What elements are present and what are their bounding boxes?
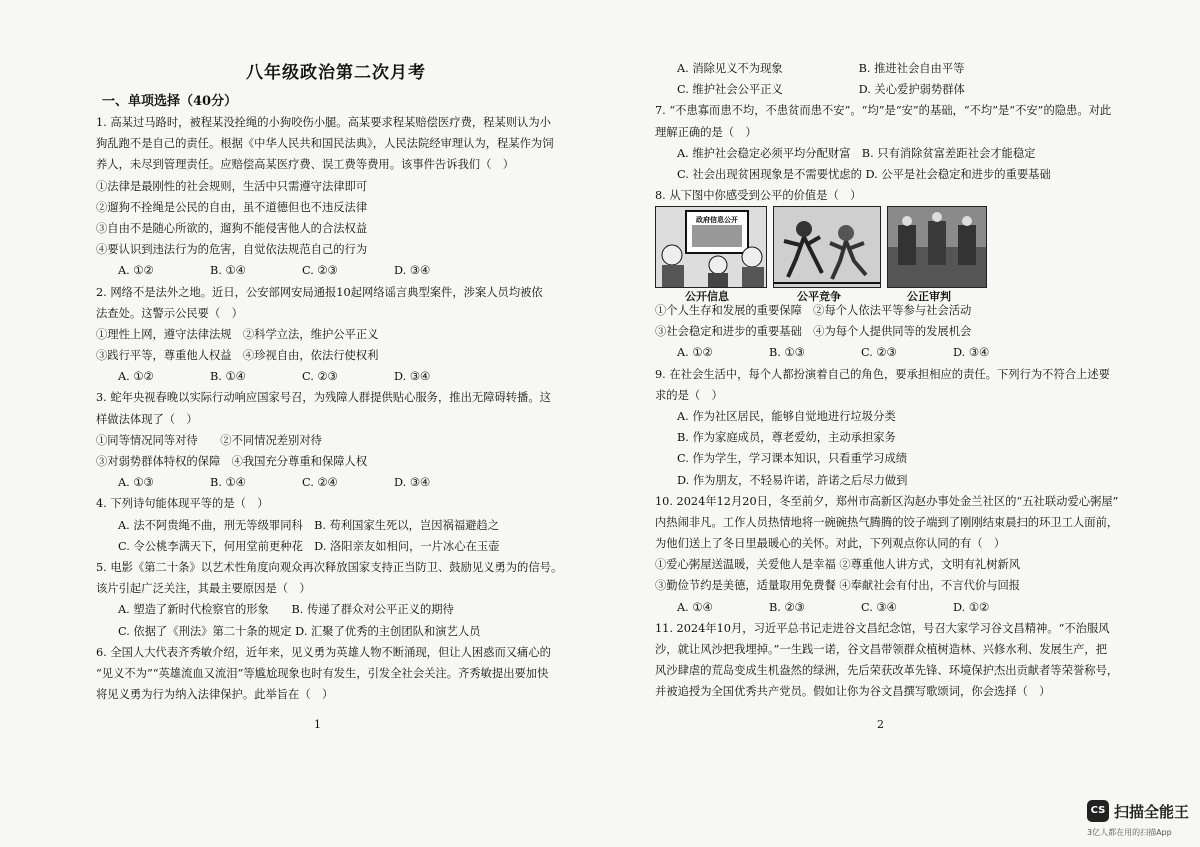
statement-line: ①爱心粥屋送温暖，关爱他人是幸福 ②尊重他人讲方式，文明有礼树新风: [655, 558, 1021, 572]
fairness-cartoons: [655, 206, 985, 302]
option: D. 关心爱护弱势群体: [858, 83, 965, 97]
option: D. ③④: [394, 264, 431, 278]
page-2: [655, 0, 1125, 847]
camscanner-logo-icon: CS: [1087, 800, 1109, 822]
page-number: 2: [877, 718, 884, 731]
q6-options-row: [655, 58, 1125, 79]
statement-line: ③践行平等，尊重他人权益 ④珍视自由，依法行使权利: [96, 349, 379, 363]
option: A. ①④: [677, 600, 713, 614]
question-line: 养人，未尽到管理责任。应赔偿高某医疗费、误工费等费用。该事件告诉我们（ ）: [96, 158, 514, 172]
question-line: 该片引起广泛关注，其最主要原因是（ ）: [96, 582, 311, 596]
option: C. ②③: [861, 346, 897, 360]
section-heading: 一、单项选择（40分）: [102, 94, 238, 109]
question-line: 1. 高某过马路时，被程某没拴绳的小狗咬伤小腿。高某要求程某赔偿医疗费，程某则认为小: [96, 116, 551, 129]
option: D. ③④: [394, 476, 431, 490]
option-line: A. 塑造了新时代检察官的形象 B. 传递了群众对公平正义的期待: [118, 603, 454, 617]
statement-line: ③社会稳定和进步的重要基础 ④为每个人提供同等的发展机会: [655, 325, 972, 339]
question-line: 样做法体现了（ ）: [96, 412, 198, 426]
page-number: 1: [314, 718, 321, 731]
statement-line: ①理性上网，遵守法律法规 ②科学立法，维护公平正义: [96, 327, 379, 341]
scanner-watermark: [1087, 800, 1197, 845]
page-title: 八年级政治第二次月考: [246, 63, 426, 83]
option-line: C. 令公桃李满天下，何用堂前更种花 D. 洛阳亲友如相问，一片冰心在玉壶: [118, 539, 500, 553]
question-line: 10. 2024年12月20日，冬至前夕，郑州市高新区沟赵办事处金兰社区的“五社联动爱心粥屋”: [655, 494, 1119, 508]
q1-options: [96, 260, 566, 281]
question-line: 狗乱跑不是自己的责任。根据《中华人民共和国民法典》，人民法院经审理认为，程某作为饲: [96, 137, 554, 151]
option: C. ③④: [861, 600, 897, 614]
cartoon-fair-trial: [887, 206, 987, 288]
option: A. 消除见义不为现象: [677, 62, 783, 75]
cartoon-open-information: [655, 206, 767, 288]
question-line: 并被追授为全国优秀共产党员。假如让你为谷文昌撰写歌颂词，你会选择（ ）: [655, 685, 1051, 699]
question-line: 2. 网络不是法外之地。近日，公安部网安局通报10起网络谣言典型案件，涉案人员均被依: [96, 285, 543, 299]
option-line: A. 作为社区居民，能够自觉地进行垃圾分类: [677, 409, 896, 423]
question-line: 为他们送上了冬日里最暖心的关怀。对此，下列观点你认同的有（ ）: [655, 537, 1006, 551]
option: D. ③④: [394, 370, 431, 384]
option: D. ①②: [953, 600, 990, 614]
question-line: 5. 电影《第二十条》以艺术性角度向观众再次释放国家支持正当防卫、鼓励见义勇为的信号。: [96, 560, 563, 574]
q6-options-row: [655, 79, 1125, 100]
option: B. ②③: [769, 600, 805, 614]
question-line: 内热闹非凡。工作人员热情地将一碗碗热气腾腾的饺子端到了刚刚结束晨扫的环卫工人面前，: [655, 515, 1119, 529]
statement-line: ③勤俭节约是美德，适量取用免费餐 ④奉献社会有付出，不言代价与回报: [655, 579, 1021, 593]
page2-bottom-block: [655, 300, 1125, 703]
statement-line: ③自由不是随心所欲的，遛狗不能侵害他人的合法权益: [96, 221, 368, 235]
cartoon-fair-trial-drawing: [888, 207, 986, 287]
question-line: 9. 在社会生活中，每个人都扮演着自己的角色，要承担相应的责任。下列行为不符合上述要: [655, 367, 1110, 381]
cartoon-label: 公平竞争: [797, 290, 841, 303]
question-line: 11. 2024年10月，习近平总书记走进谷文昌纪念馆，号召大家学习谷文昌精神。“不治服风: [655, 621, 1110, 635]
option: B. ①④: [210, 264, 246, 278]
option: A. ①②: [677, 346, 713, 360]
option: B. 推进社会自由平等: [858, 62, 965, 75]
cartoon-label: 公开信息: [685, 290, 729, 303]
statement-line: ④要认识到违法行为的危害，自觉依法规范自己的行为: [96, 243, 368, 257]
option-line: C. 依据了《刑法》第二十条的规定 D. 汇聚了优秀的主创团队和演艺人员: [118, 624, 481, 638]
cartoon-fair-competition-drawing: [774, 207, 880, 287]
q3-options: [96, 472, 566, 493]
question-line: 7. “不患寡而患不均，不患贫而患不安”。“均”是“安”的基础，“不均”是“不安”的隐患。对此: [655, 104, 1112, 118]
option: B. ①④: [210, 476, 246, 490]
q10-options: [655, 597, 1125, 618]
option-line: D. 作为朋友，不轻易许诺，許诺之后尽力做到: [677, 473, 908, 487]
statement-line: ①法律是最刚性的社会规则，生活中只需遵守法律即可: [96, 179, 368, 193]
option-line: C. 社会出现贫困现象是不需要忧虑的 D. 公平是社会稳定和进步的重要基础: [677, 167, 1051, 181]
option: A. ①③: [118, 476, 154, 490]
question-line: “见义不为”“英雄流血又流泪”等尴尬现象也时有发生，引发全社会关注。齐秀敏提出要加快: [96, 666, 549, 680]
option: C. ②③: [302, 264, 338, 278]
question-line: 法查处。这警示公民要（ ）: [96, 306, 243, 320]
cartoon-fair-competition: [773, 206, 881, 288]
option: C. ②④: [302, 476, 338, 490]
question-line: 4. 下列诗句能体现平等的是（ ）: [96, 497, 269, 511]
question-line: 8. 从下图中你感受到公平的价值是（ ）: [655, 189, 862, 203]
option-line: A. 法不阿贵绳不曲，刑无等级罪同科 B. 苟利国家生死以，岂因祸福避趋之: [118, 518, 500, 532]
page1-question-block: [96, 112, 566, 705]
cartoon-sign: 政府信息公开: [696, 216, 738, 224]
cartoon-open-information-drawing: [656, 207, 766, 287]
q2-options: [96, 366, 566, 387]
question-line: 风沙肆虐的荒岛变成生机盎然的绿洲，先后荣获改革先锋、环境保护杰出贡献者等荣誉称号，: [655, 664, 1119, 678]
statement-line: ①同等情况同等对待 ②不同情况差别对待: [96, 433, 322, 447]
question-line: 6. 全国人大代表齐秀敏介绍，近年来，见义勇为英雄人物不断涌现，但让人困惑而又痛心的: [96, 645, 551, 659]
option-line: C. 作为学生，学习课本知识，只看重学习成绩: [677, 452, 908, 466]
option: A. ①②: [118, 370, 154, 384]
option: D. ③④: [953, 346, 990, 360]
q8-options: [655, 342, 1125, 363]
watermark-subtitle: 3亿人都在用的扫描App: [1087, 828, 1172, 837]
cartoon-label: 公正审判: [907, 290, 951, 303]
option: B. ①③: [769, 346, 805, 360]
statement-line: ③对弱势群体特权的保障 ④我国充分尊重和保障人权: [96, 455, 368, 468]
option: B. ①④: [210, 370, 246, 384]
statement-line: ①个人生存和发展的重要保障 ②每个人依法平等参与社会活动: [655, 304, 972, 317]
page-1: [96, 0, 566, 847]
statement-line: ②遛狗不拴绳是公民的自由，虽不道德但也不违反法律: [96, 200, 368, 214]
watermark-name: 扫描全能王: [1114, 803, 1190, 821]
option: C. 维护社会公平正义: [677, 83, 783, 97]
option: C. ②③: [302, 370, 338, 384]
option: A. ①②: [118, 264, 154, 278]
question-line: 将见义勇为行为纳入法律保护。此举旨在（ ）: [96, 688, 334, 702]
question-line: 3. 蛇年央视春晚以实际行动响应国家号召，为残障人群提供贴心服务，推出无障碍转播。这: [96, 391, 551, 405]
question-line: 求的是（ ）: [655, 388, 723, 402]
option-line: B. 作为家庭成员，尊老爱幼，主动承担家务: [677, 431, 896, 445]
page2-top-block: [655, 58, 1125, 206]
question-line: 沙，就让风沙把我埋掉。”一生践一诺，谷文昌带领群众植树造林、兴修水利、发展生产，把: [655, 643, 1108, 656]
question-line: 理解正确的是（ ）: [655, 125, 757, 139]
option-line: A. 维护社会稳定必须平均分配财富 B. 只有消除贫富差距社会才能稳定: [677, 146, 1036, 160]
